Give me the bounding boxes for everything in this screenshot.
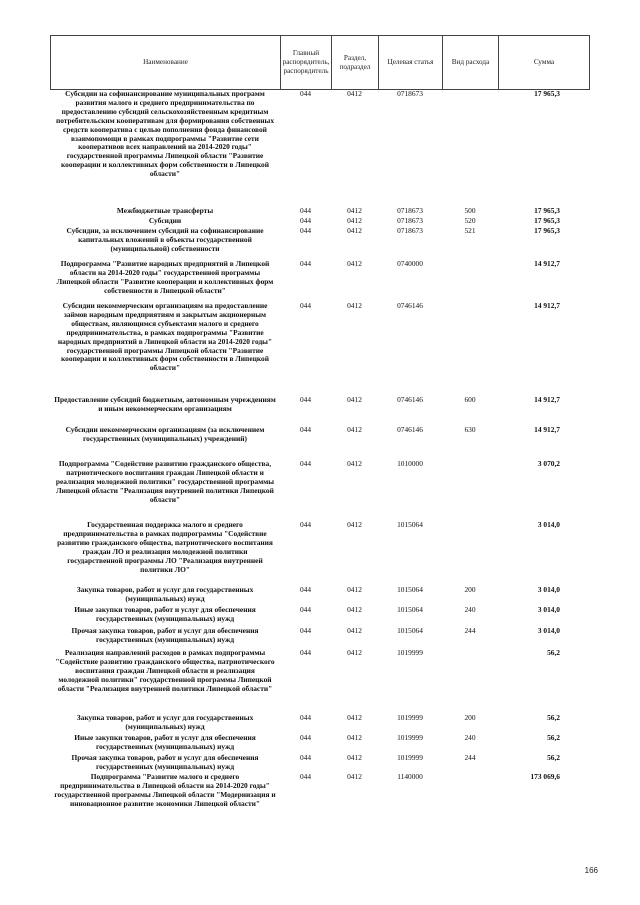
header-expense-type: Вид расхода	[443, 36, 499, 89]
table-row	[50, 90, 590, 179]
row-sum: 3 070,2	[537, 459, 560, 468]
row-section: 0412	[347, 459, 362, 468]
row-target: 1019999	[397, 648, 423, 657]
row-type: 521	[464, 226, 476, 235]
row-admin: 044	[299, 259, 312, 268]
row-sum: 14 912,7	[534, 395, 560, 404]
table-row	[50, 426, 590, 444]
row-type	[442, 460, 498, 505]
row-target: 0718673	[397, 206, 423, 215]
row-name: Субсидии на софинансирование муниципальных программ развития малого и среднего предпринимательства по предоставлению субсидий сельскохозяйственным кредитным потребительским кооперативам для формирования собственных средств кооператива с целью пополнения фонда финансовой взаимопомощи в рамках подпрограммы "Развитие сети кооперативов всех направлений на 2014-2020 годы" государственной программы Липецкой области "Развитие кооперации и коллективных форм собственности в Липецкой области"	[55, 89, 275, 179]
row-section: 0412	[347, 226, 362, 235]
row-type	[442, 773, 498, 809]
row-target: 1015064	[397, 585, 423, 594]
row-type: 240	[464, 733, 476, 742]
row-admin: 044	[299, 626, 312, 635]
row-target: 0740000	[397, 259, 423, 268]
row-type: 244	[464, 753, 476, 762]
row-target: 1010000	[397, 459, 423, 468]
row-admin: 044	[299, 713, 312, 722]
table-row	[50, 217, 590, 226]
table-row	[50, 260, 590, 296]
row-admin: 044	[299, 733, 312, 742]
row-name: Государственная поддержка малого и среднего предпринимательства в рамках подпрограммы "Содействие развитию гражданского общества, патриотического воспитания граждан ЛО и реализация молодежной политики государственной программы ЛО "Реализация внутренней политики ЛО"	[57, 520, 273, 574]
row-section: 0412	[347, 626, 362, 635]
row-section: 0412	[347, 216, 362, 225]
row-type: 240	[464, 605, 476, 614]
row-target: 0746146	[397, 395, 423, 404]
row-name: Субсидии некоммерческим организациям (за исключением государственных (муниципальных) учреждений)	[65, 425, 265, 443]
row-section: 0412	[347, 520, 362, 529]
row-sum: 3 014,0	[537, 520, 560, 529]
table-header	[50, 35, 590, 90]
row-section: 0412	[347, 89, 362, 98]
row-target: 1019999	[397, 713, 423, 722]
row-section: 0412	[347, 395, 362, 404]
row-type: 600	[464, 395, 476, 404]
row-section: 0412	[347, 259, 362, 268]
row-sum: 3 014,0	[537, 626, 560, 635]
row-section: 0412	[347, 425, 362, 434]
row-admin: 044	[299, 206, 312, 215]
row-admin: 044	[299, 585, 312, 594]
table-row	[50, 773, 590, 809]
row-admin: 044	[299, 772, 312, 781]
row-name: Прочая закупка товаров, работ и услуг для обеспечения государственных (муниципальных) нужд	[71, 753, 259, 771]
row-admin: 044	[299, 395, 312, 404]
row-sum: 14 912,7	[534, 301, 560, 310]
row-name: Иные закупки товаров, работ и услуг для обеспечения государственных (муниципальных) нужд	[74, 733, 256, 751]
row-target: 1019999	[397, 753, 423, 762]
table-row	[50, 586, 590, 604]
row-name: Иные закупки товаров, работ и услуг для обеспечения государственных (муниципальных) нужд	[74, 605, 256, 623]
row-type	[442, 302, 498, 373]
row-admin: 044	[299, 459, 312, 468]
row-sum: 3 014,0	[537, 585, 560, 594]
row-sum: 17 965,3	[534, 226, 560, 235]
row-section: 0412	[347, 206, 362, 215]
row-sum: 17 965,3	[534, 216, 560, 225]
row-name: Подпрограмма "Содействие развитию гражданского общества, патриотического воспитания граждан Липецкой области и реализация молодежной политики" государственной программы Липецкой области "Реализация внутренней политики Липецкой области"	[55, 459, 275, 504]
row-sum: 56,2	[547, 733, 560, 742]
row-admin: 044	[299, 226, 312, 235]
row-sum: 17 965,3	[534, 89, 560, 98]
row-name: Прочая закупка товаров, работ и услуг для обеспечения государственных (муниципальных) нужд	[71, 626, 259, 644]
header-target: Целевая статья	[379, 36, 443, 89]
row-sum: 173 069,6	[530, 772, 560, 781]
row-type: 200	[464, 713, 476, 722]
header-sum: Сумма	[533, 58, 555, 66]
row-target: 0746146	[397, 301, 423, 310]
row-sum: 14 912,7	[534, 425, 560, 434]
row-section: 0412	[347, 648, 362, 657]
table-row	[50, 714, 590, 732]
row-sum: 3 014,0	[537, 605, 560, 614]
row-name: Закупка товаров, работ и услуг для государственных (муниципальных) нужд	[76, 713, 254, 731]
row-admin: 044	[299, 301, 312, 310]
table-row	[50, 227, 590, 254]
row-name: Подпрограмма "Развитие народных предприятий в Липецкой области на 2014-2020 годы" государственной программы Липецкой области "Развитие кооперации и коллективных форм собственности в Липецкой области"	[56, 259, 274, 295]
table-row	[50, 627, 590, 645]
row-type: 630	[464, 425, 476, 434]
row-name: Подпрограмма "Развитие малого и среднего предпринимательства в Липецкой области на 2014-2020 годы" государственной программы Липецкой области "Модернизация и инновационное развитие экономики Липецкой области"	[54, 772, 276, 808]
row-target: 0718673	[397, 216, 423, 225]
row-name: Субсидии	[148, 216, 182, 225]
row-sum: 17 965,3	[534, 206, 560, 215]
header-name: Наименование	[51, 36, 281, 89]
row-section: 0412	[347, 753, 362, 762]
row-admin: 044	[299, 605, 312, 614]
row-section: 0412	[347, 301, 362, 310]
row-sum: 56,2	[547, 713, 560, 722]
row-admin: 044	[299, 648, 312, 657]
table-row	[50, 302, 590, 373]
page-number: 166	[584, 866, 598, 875]
row-section: 0412	[347, 713, 362, 722]
row-name: Реализация направлений расходов в рамках подпрограммы "Содействие развитию гражданского общества, патриотического воспитания граждан Липецкой области и реализация молодежной политики" государственной программы Липецкой области "Реализация внутренней политики Липецкой области"	[55, 648, 275, 693]
header-section: Раздел, подраздел	[332, 36, 379, 89]
row-type	[442, 90, 498, 179]
table-row	[50, 734, 590, 752]
row-target: 0718673	[397, 226, 423, 235]
table-row	[50, 606, 590, 624]
row-type	[442, 521, 498, 574]
row-target: 1015064	[397, 626, 423, 635]
row-type	[442, 649, 498, 694]
row-name: Закупка товаров, работ и услуг для государственных (муниципальных) нужд	[76, 585, 254, 603]
table-row	[50, 460, 590, 505]
row-section: 0412	[347, 585, 362, 594]
row-type: 200	[464, 585, 476, 594]
row-admin: 044	[299, 520, 312, 529]
row-target: 1019999	[397, 733, 423, 742]
row-sum: 56,2	[547, 648, 560, 657]
table-row	[50, 207, 590, 216]
row-type: 244	[464, 626, 476, 635]
row-type: 520	[464, 216, 476, 225]
row-section: 0412	[347, 772, 362, 781]
row-admin: 044	[299, 425, 312, 434]
row-target: 0746146	[397, 425, 423, 434]
row-type	[442, 260, 498, 296]
row-section: 0412	[347, 733, 362, 742]
row-target: 1140000	[397, 772, 423, 781]
row-target: 0718673	[397, 89, 423, 98]
table-row	[50, 754, 590, 772]
row-name: Субсидии, за исключением субсидий на софинансирование капитальных вложений в объекты государственной (муниципальной) собственности	[66, 226, 264, 253]
row-admin: 044	[299, 89, 312, 98]
table-row	[50, 521, 590, 574]
row-admin: 044	[299, 753, 312, 762]
table-row	[50, 396, 590, 414]
table-row	[50, 649, 590, 694]
header-admin: Главный распорядитель, распорядитель	[281, 36, 332, 89]
row-target: 1015064	[397, 520, 423, 529]
row-type: 500	[464, 206, 476, 215]
row-target: 1015064	[397, 605, 423, 614]
row-admin: 044	[299, 216, 312, 225]
row-name: Предоставление субсидий бюджетным, автономным учреждениям и иным некоммерческим организациям	[54, 395, 276, 413]
row-section: 0412	[347, 605, 362, 614]
row-sum: 14 912,7	[534, 259, 560, 268]
row-name: Межбюджетные трансферты	[116, 206, 214, 215]
row-sum: 56,2	[547, 753, 560, 762]
row-name: Субсидии некоммерческим организациям на предоставление займов народным предприятиям и закрытым акционерным обществам, являющимся субъектами малого и среднего предпринимательства, в рамках подпрограммы "Развитие народных предприятий в Липецкой области на 2014-2020 годы" государственной программы Липецкой области "Развитие кооперации и коллективных форм собственности в Липецкой области"	[57, 301, 273, 373]
